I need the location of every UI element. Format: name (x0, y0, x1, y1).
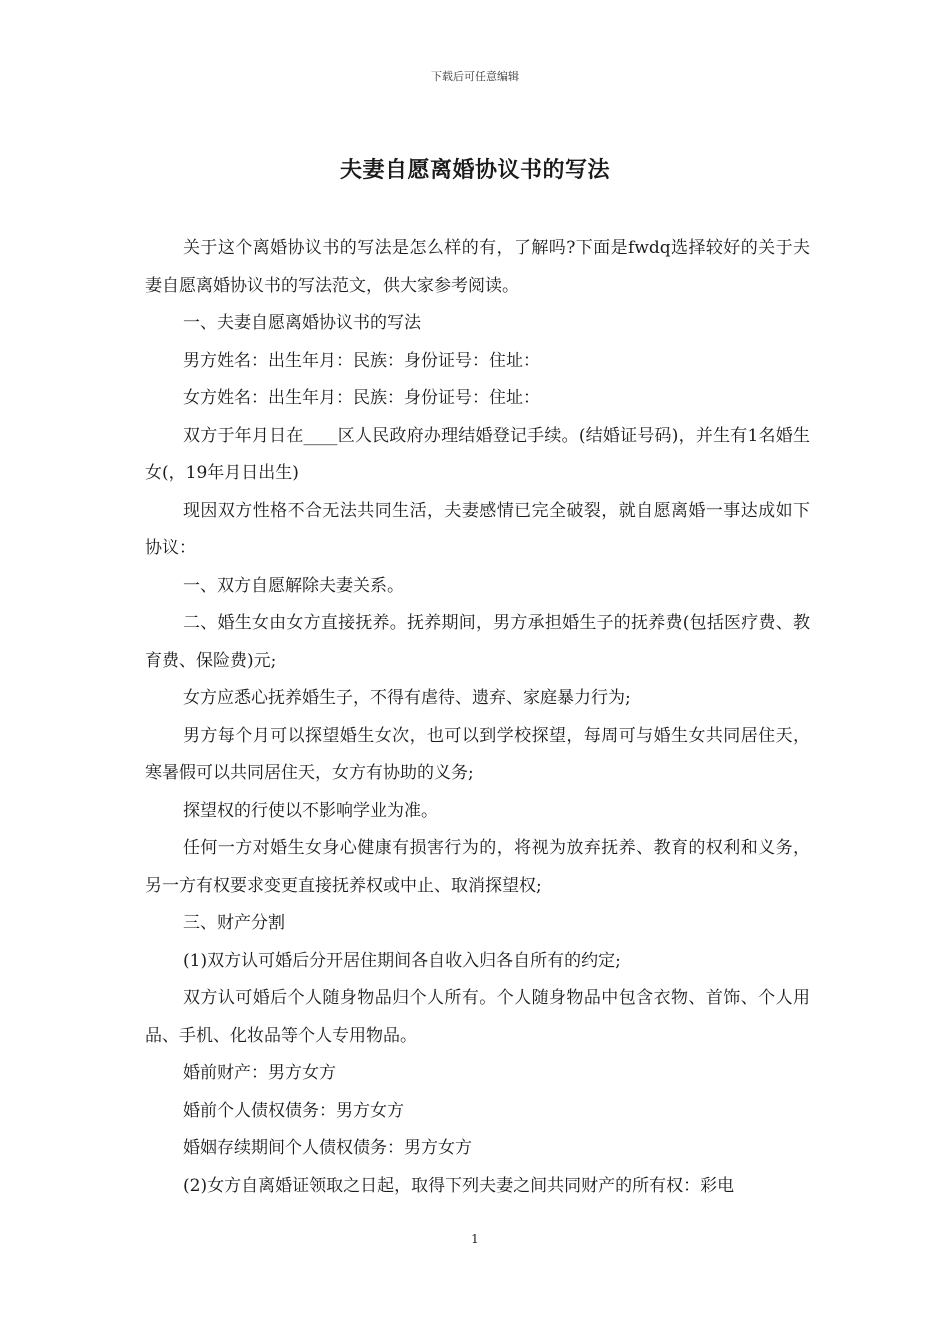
clause-3-marital-debts: 婚姻存续期间个人债权债务：男方女方 (183, 1138, 472, 1158)
clause-2-visitation: 男方每个月可以探望婚生女次，也可以到学校探望，每周可与婚生女共同居住天，寒暑假可以共同居住天，女方有协助的义务; (145, 725, 810, 783)
document-title: 夫妻自愿离婚协议书的写法 (339, 157, 610, 183)
paragraph-female-info: 女方姓名：出生年月：民族：身份证号：住址： (183, 388, 540, 408)
clause-3-premarital-debts: 婚前个人债权债务：男方女方 (183, 1100, 404, 1121)
clause-2-care: 女方应悉心抚养婚生子，不得有虐待、遗弃、家庭暴力行为; (183, 688, 631, 708)
section-heading-1: 一、夫妻自愿离婚协议书的写法 (183, 313, 421, 333)
paragraph-reason: 现因双方性格不合无法共同生活，夫妻感情已完全破裂，就自愿离婚一事达成如下协议： (145, 500, 810, 558)
document-body (145, 230, 810, 1205)
clause-3-heading: 三、财产分割 (183, 913, 285, 933)
clause-2-harm: 任何一方对婚生女身心健康有损害行为的，将视为放弃抚养、教育的权利和义务，另一方有权要求变更直接抚养权或中止、取消探望权; (145, 838, 810, 896)
clause-3-personal-items: 双方认可婚后个人随身物品归个人所有。个人随身物品中包含衣物、首饰、个人用品、手机、化妆品等个人专用物品。 (145, 988, 810, 1046)
paragraph-male-info: 男方姓名：出生年月：民族：身份证号：住址： (183, 350, 540, 371)
page-number: 1 (471, 1232, 479, 1246)
clause-3-item-1: (1)双方认可婚后分开居住期间各自收入归各自所有的约定; (183, 950, 621, 971)
header-note: 下载后可任意编辑 (431, 70, 519, 83)
clause-2-visitation-limit: 探望权的行使以不影响学业为准。 (183, 800, 438, 821)
clause-2: 二、婚生女由女方直接抚养。抚养期间，男方承担婚生子的抚养费(包括医疗费、教育费、保险费)元; (145, 613, 810, 671)
clause-3-item-2: (2)女方自离婚证领取之日起，取得下列夫妻之间共同财产的所有权：彩电 (183, 1175, 735, 1196)
clause-3-premarital-property: 婚前财产：男方女方 (183, 1063, 336, 1083)
clause-1: 一、双方自愿解除夫妻关系。 (183, 575, 404, 596)
paragraph-marriage-registration: 双方于年月日在____区人民政府办理结婚登记手续。(结婚证号码)，并生有1名婚生女(，19年月日出生) (145, 425, 810, 483)
paragraph-intro: 关于这个离婚协议书的写法是怎么样的有，了解吗?下面是fwdq选择较好的关于夫妻自愿离婚协议书的写法范文，供大家参考阅读。 (145, 238, 810, 296)
